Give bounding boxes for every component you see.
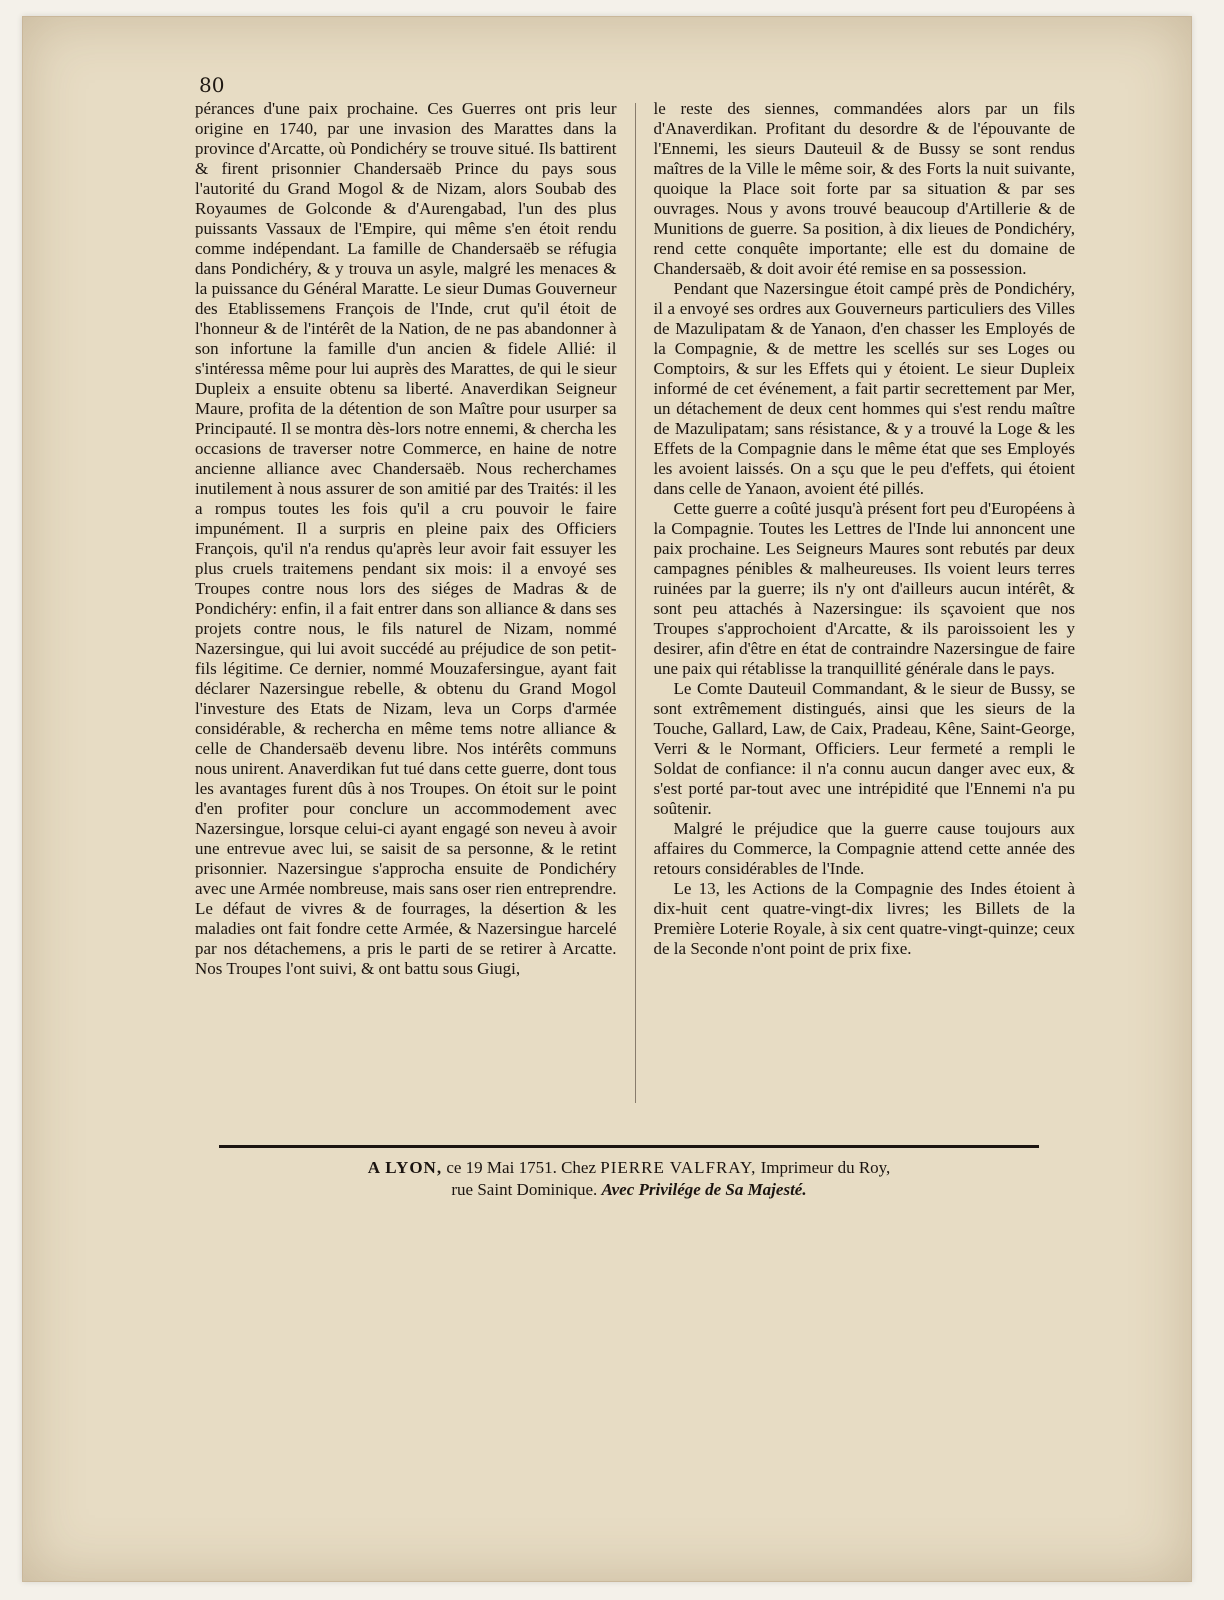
paragraph: Le Comte Dauteuil Commandant, & le sieur de Bussy, se sont extrêmement distingués, ainsi que les sieurs de la Touche, Gallard, Law, de Caix, Pradeau, Kêne, Saint-George, Verri & le Normant, Officiers. Leur fermeté a rempli le Soldat de confiance: il n'a connu aucun danger avec eux, & s'est porté par-tout avec une intrépidité que l'Ennemi n'a pu soûtenir.: [653, 679, 1076, 818]
imprint-date: ce 19 Mai 1751.: [446, 1158, 557, 1177]
footer-rule: [219, 1145, 1039, 1148]
column-divider: [635, 103, 636, 1103]
paragraph: Pendant que Nazersingue étoit campé près de Pondichéry, il a envoyé ses ordres aux Gouverneurs particuliers des Villes de Mazulipatam & de Yanaon, d'en chasser les Employés de la Compagnie, & de mettre les scellés sur ses Loges ou Comptoirs, & sur les Effets qui y étoient. Le sieur Dupleix informé de cet événement, a fait partir secrettement par Mer, un détachement de deux cent hommes qui s'est rendu maître de Mazulipatam; sans résistance, & y a trouvé la Loge & les Effets de la Compagnie dans le même état que ses Employés les avoient laissés. On a sçu que le peu d'effets, qui étoient dans celle de Yanaon, avoient été pillés.: [653, 279, 1076, 498]
paragraph: Malgré le préjudice que la guerre cause toujours aux affaires du Commerce, la Compagnie attend cette année des retours considérables de l'Inde.: [653, 819, 1076, 878]
imprint-printer: PIERRE VALFRAY,: [600, 1158, 757, 1177]
imprint: [219, 1157, 1039, 1201]
imprint-city: A LYON,: [367, 1158, 443, 1177]
imprint-line-2: [219, 1179, 1039, 1201]
newspaper-page: [22, 16, 1192, 1582]
paragraph: Le 13, les Actions de la Compagnie des Indes étoient à dix-huit cent quatre-vingt-dix livres; les Billets de la Première Loterie Royale, à six cent quatre-vingt-quinze; ceux de la Seconde n'ont point de prix fixe.: [653, 879, 1076, 958]
left-column: [195, 99, 617, 1161]
right-column: [654, 99, 1076, 1161]
paragraph: le reste des siennes, commandées alors par un fils d'Anaverdikan. Profitant du desordre & de l'épouvante de l'Ennemi, les sieurs Dauteuil & de Bussy se sont rendus maîtres de la Ville le même soir, & des Forts la nuit suivante, quoique la Place soit forte par sa situation & par ses ouvrages. Nous y avons trouvé beaucoup d'Artillerie & de Munitions de guerre. Sa position, à dix lieues de Pondichéry, rend cette conquête importante; elle est du domaine de Chandersaëb, & doit avoir été remise en sa possession.: [653, 99, 1076, 278]
imprint-privilege: Avec Privilége de Sa Majesté.: [601, 1180, 807, 1199]
paragraph: Cette guerre a coûté jusqu'à présent fort peu d'Européens à la Compagnie. Toutes les Lettres de l'Inde lui annoncent une paix prochaine. Les Seigneurs Maures sont rebutés par deux campagnes pénibles & malheureuses. Ils voient leurs terres ruinées par la guerre; ils n'y ont d'ailleurs aucun intérêt, & sont peu attachés à Nazersingue: ils sçavoient que nos Troupes s'approchoient d'Arcatte, & ils paroissoient les y desirer, afin d'être en état de contraindre Nazersingue de faire une paix qui rétablisse la tranquillité générale dans le pays.: [653, 499, 1076, 678]
imprint-street: rue Saint Dominique.: [451, 1180, 598, 1199]
page-number: 80: [199, 73, 225, 97]
imprint-line-1: [219, 1157, 1039, 1179]
paragraph: pérances d'une paix prochaine. Ces Guerres ont pris leur origine en 1740, par une invasion des Marattes dans la province d'Arcatte, où Pondichéry se trouve situé. Ils battirent & firent prisonnier Chandersaëb Prince du pays sous l'autorité du Grand Mogol & de Nizam, alors Soubab des Royaumes de Golconde & d'Aurengabad, l'un des plus puissants Vassaux de l'Empire, qui même s'en étoit rendu comme indépendant. La famille de Chandersaëb se réfugia dans Pondichéry, & y trouva un asyle, malgré les menaces & la puissance du Général Maratte. Le sieur Dumas Gouverneur des Etablissemens François de l'Inde, crut qu'il étoit de l'honneur & de l'intérêt de la Nation, de ne pas abandonner à son infortune la famille d'un ancien & fidele Allié: il s'intéressa même pour lui auprès des Marattes, de qui le sieur Dupleix a ensuite obtenu sa liberté. Anaverdikan Seigneur Maure, profita de la détention de son Maître pour usurper sa Principauté. Il se montra dès-lors notre ennemi, & chercha les occasions de traverser notre Commerce, en haine de notre ancienne alliance avec Chandersaëb. Nous recherchames inutilement à nous assurer de son amitié par des Traités: il les a rompus toutes les fois qu'il a cru pouvoir le faire impunément. Il a surpris en pleine paix des Officiers François, qu'il n'a rendus qu'après leur avoir fait essuyer les plus cruels traitemens pendant six mois: il a envoyé ses Troupes contre nous lors des siéges de Madras & de Pondichéry: enfin, il a fait entrer dans son alliance & dans ses projets contre nous, le fils naturel de Nizam, nommé Nazersingue, qui lui avoit succédé au préjudice de son petit-fils légitime. Ce dernier, nommé Mouzafersingue, ayant fait déclarer Nazersingue rebelle, & obtenu du Grand Mogol l'investure des Etats de Nizam, leva un Corps d'armée considérable, & rechercha en même tems notre alliance & celle de Chandersaëb devenu libre. Nos intérêts communs nous unirent. Anaverdikan fut tué dans cette guerre, dont tous les avantages furent dûs à nos Troupes. On étoit sur le point d'en profiter pour conclure un accommodement avec Nazersingue, lorsque celui-ci ayant engagé son neveu à avoir une entrevue avec lui, se saisit de sa personne, & le retint prisonnier. Nazersingue s'approcha ensuite de Pondichéry avec une Armée nombreuse, mais sans oser rien entreprendre. Le défaut de vivres & de fourrages, la désertion & les maladies ont fait fondre cette Armée, & Nazersingue harcelé par nos détachemens, a pris le parti de se retirer à Arcatte. Nos Troupes l'ont suivi, & ont battu sous Giugi,: [195, 99, 617, 978]
imprint-chez: Chez: [561, 1158, 597, 1177]
imprint-title: Imprimeur du Roy,: [760, 1158, 891, 1177]
text-columns: [195, 99, 1075, 1161]
